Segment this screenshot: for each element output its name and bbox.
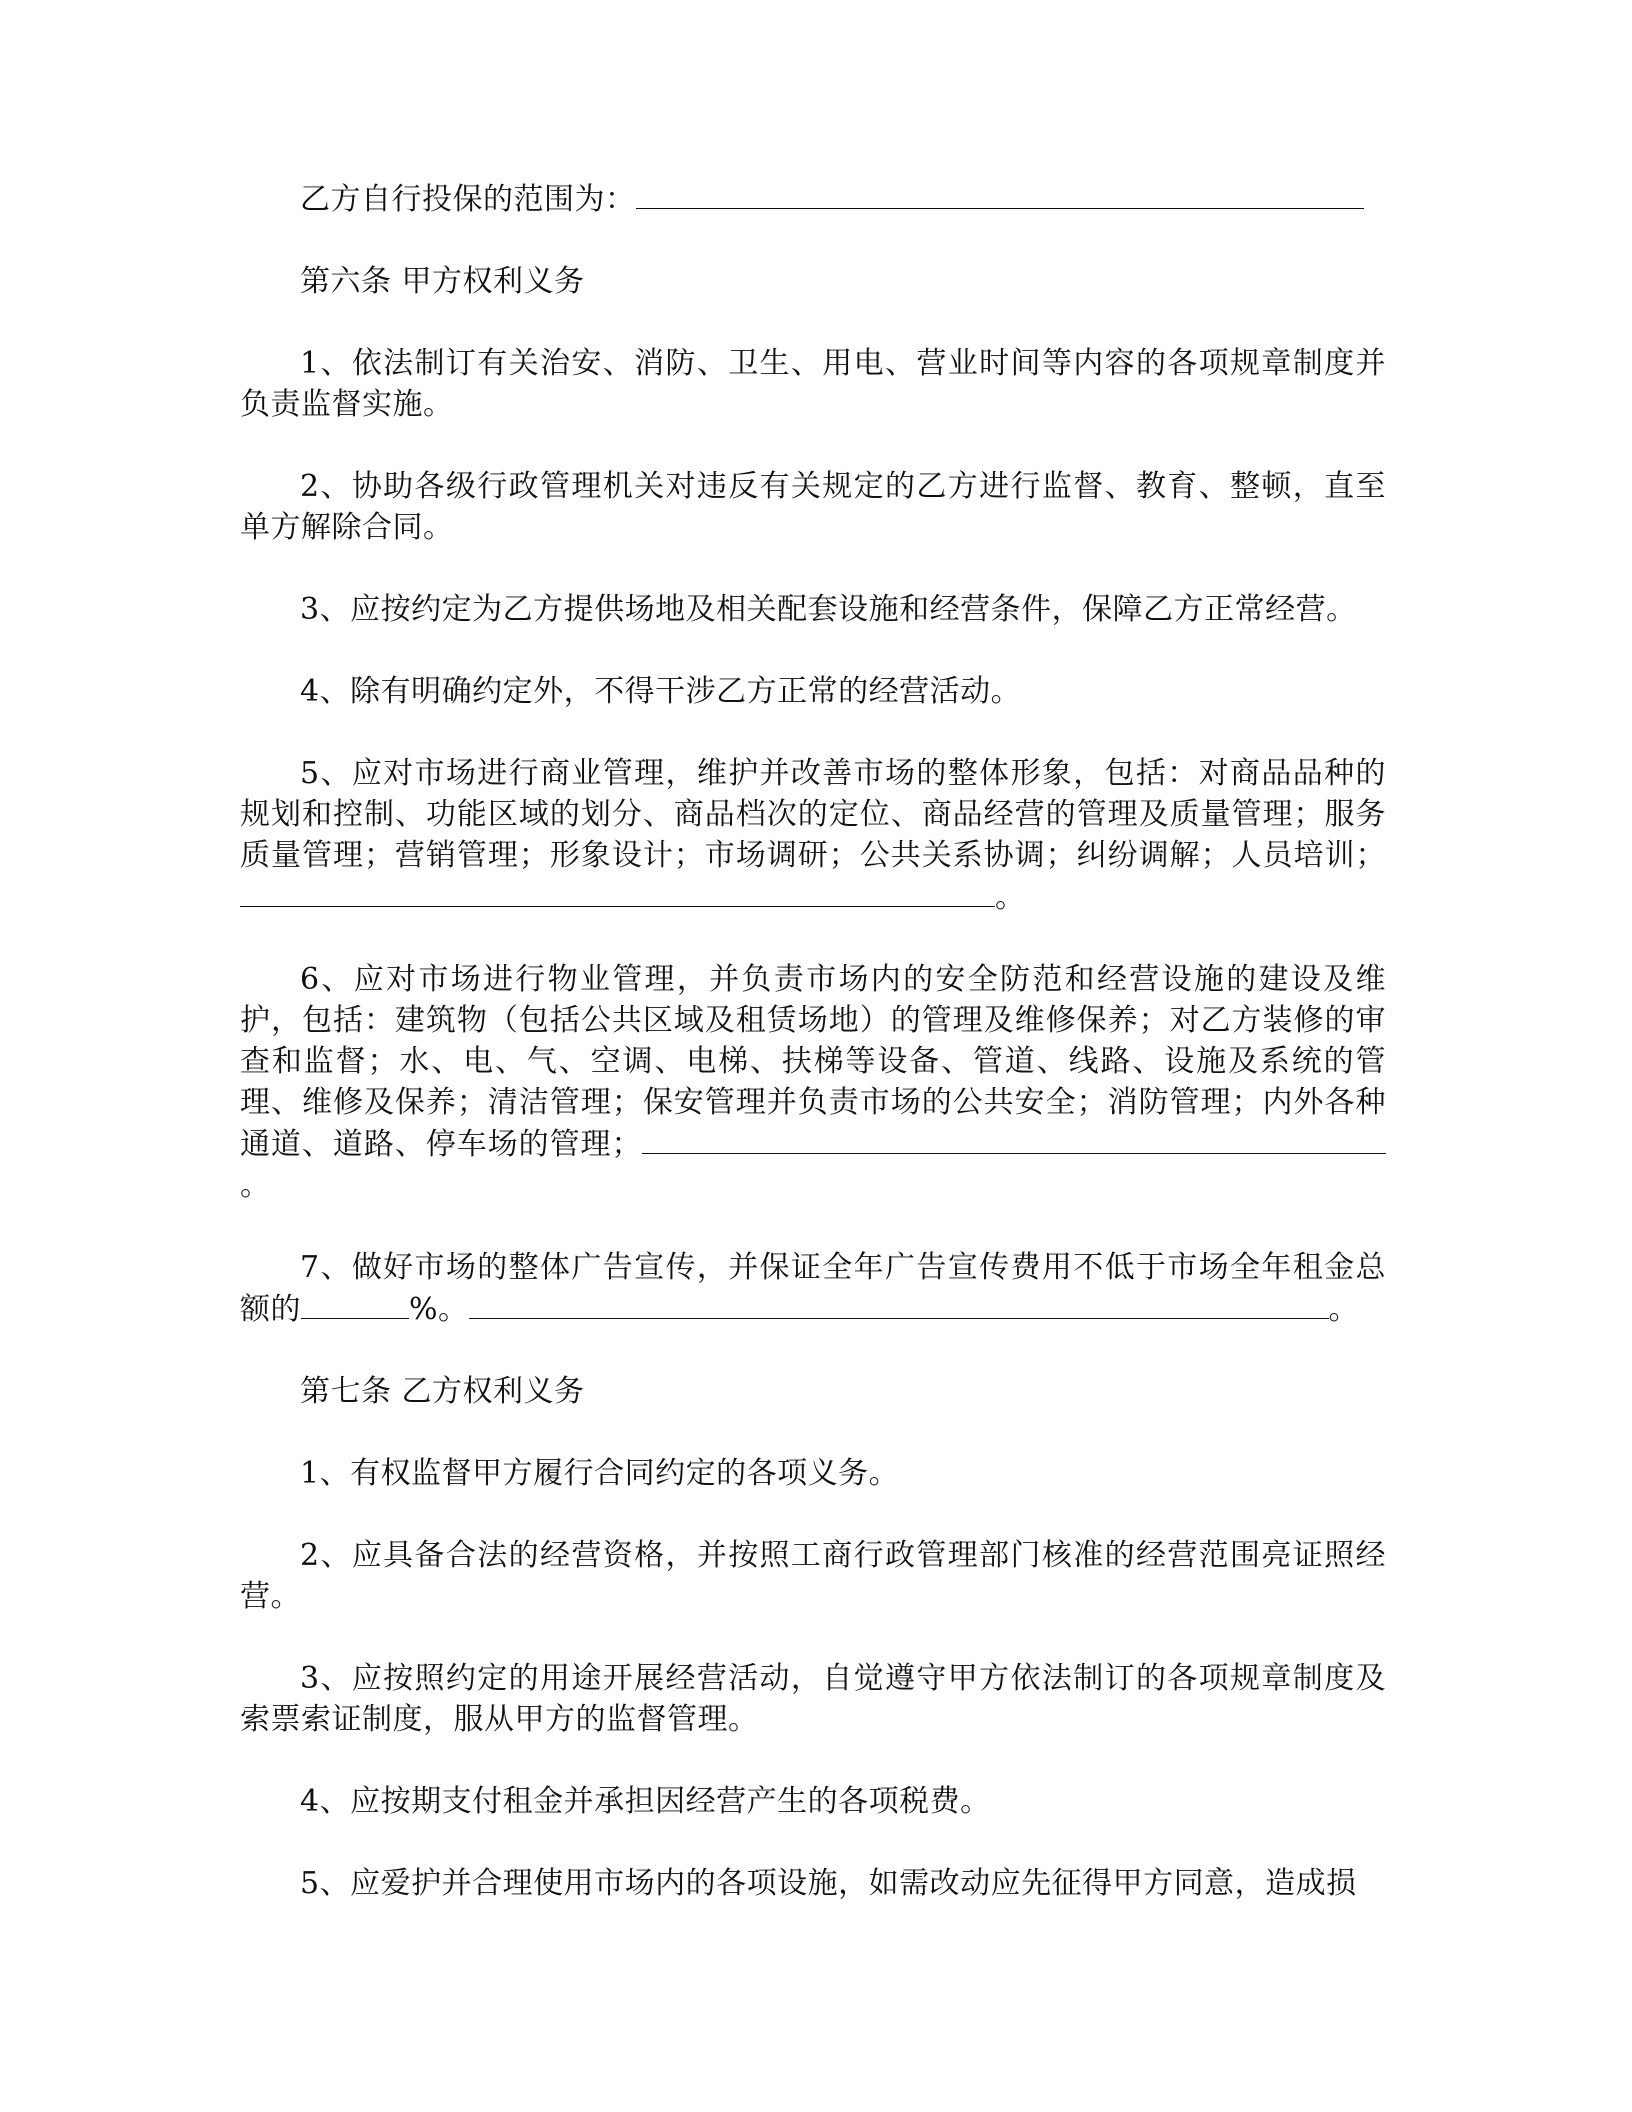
article-6-item-5-blank bbox=[240, 876, 995, 907]
article-6-item-4: 4、除有明确约定外，不得干涉乙方正常的经营活动。 bbox=[300, 674, 1022, 709]
article-6-item-1: 1、依法制订有关治安、消防、卫生、用电、营业时间等内容的各项规章制度并负责监督实施。 bbox=[240, 346, 1386, 422]
article-6-item-6-blank bbox=[642, 1123, 1386, 1154]
article-7-item-4: 4、应按期支付租金并承担因经营产生的各项税费。 bbox=[300, 1784, 991, 1819]
insurance-scope-label: 乙方自行投保的范围为： bbox=[300, 182, 636, 217]
article-7-item-5: 5、应爱护并合理使用市场内的各项设施，如需改动应先征得甲方同意，造成损 bbox=[300, 1866, 1357, 1901]
article-6-item-7-period: 。 bbox=[1328, 1292, 1360, 1327]
article-6-item-7-blank bbox=[469, 1288, 1329, 1319]
article-6-item-5 bbox=[240, 753, 1386, 918]
article-6-item-5-period: 。 bbox=[995, 880, 1026, 915]
article-6-item-7-percent: %。 bbox=[409, 1292, 469, 1327]
article-6-item-6 bbox=[240, 959, 1386, 1206]
article-6-title: 第六条 甲方权利义务 bbox=[300, 264, 585, 299]
article-7-item-3: 3、应按照约定的用途开展经营活动，自觉遵守甲方依法制订的各项规章制度及索票索证制度，服从甲方的监督管理。 bbox=[240, 1661, 1386, 1737]
article-6-item-7-text: 7、做好市场的整体广告宣传，并保证全年广告宣传费用不低于市场全年租金总额的 bbox=[240, 1250, 1386, 1327]
article-6-item-6-text: 6、应对市场进行物业管理，并负责市场内的安全防范和经营设施的建设及维护，包括：建筑物（包括公共区域及租赁场地）的管理及维修保养；对乙方装修的审查和监督；水、电、气、空调、电梯、扶梯等设备、管道、线路、设施及系统的管理、维修及保养；清洁管理；保安管理并负责市场的公共安全；消防管理；内外各种通道、道路、停车场的管理； bbox=[240, 962, 1386, 1162]
article-7-item-1: 1、有权监督甲方履行合同约定的各项义务。 bbox=[300, 1456, 900, 1491]
contract-page bbox=[240, 178, 1386, 1945]
article-7-title: 第七条 乙方权利义务 bbox=[300, 1374, 585, 1409]
article-6-item-7 bbox=[240, 1247, 1386, 1330]
article-6-item-5-text: 5、应对市场进行商业管理，维护并改善市场的整体形象，包括：对商品品种的规划和控制、功能区域的划分、商品档次的定位、商品经营的管理及质量管理；服务质量管理；营销管理；形象设计；市场调研；公共关系协调；纠纷调解；人员培训； bbox=[240, 756, 1386, 873]
article-6-item-6-period: 。 bbox=[240, 1168, 271, 1203]
insurance-scope-blank bbox=[636, 178, 1364, 209]
article-7-item-2: 2、应具备合法的经营资格，并按照工商行政管理部门核准的经营范围亮证照经营。 bbox=[240, 1538, 1386, 1614]
article-6-item-2: 2、协助各级行政管理机关对违反有关规定的乙方进行监督、教育、整顿，直至单方解除合同。 bbox=[240, 469, 1386, 545]
article-6-item-7-percent-blank bbox=[301, 1288, 409, 1319]
article-6-item-3: 3、应按约定为乙方提供场地及相关配套设施和经营条件，保障乙方正常经营。 bbox=[300, 592, 1357, 627]
insurance-scope-line bbox=[240, 178, 1386, 220]
